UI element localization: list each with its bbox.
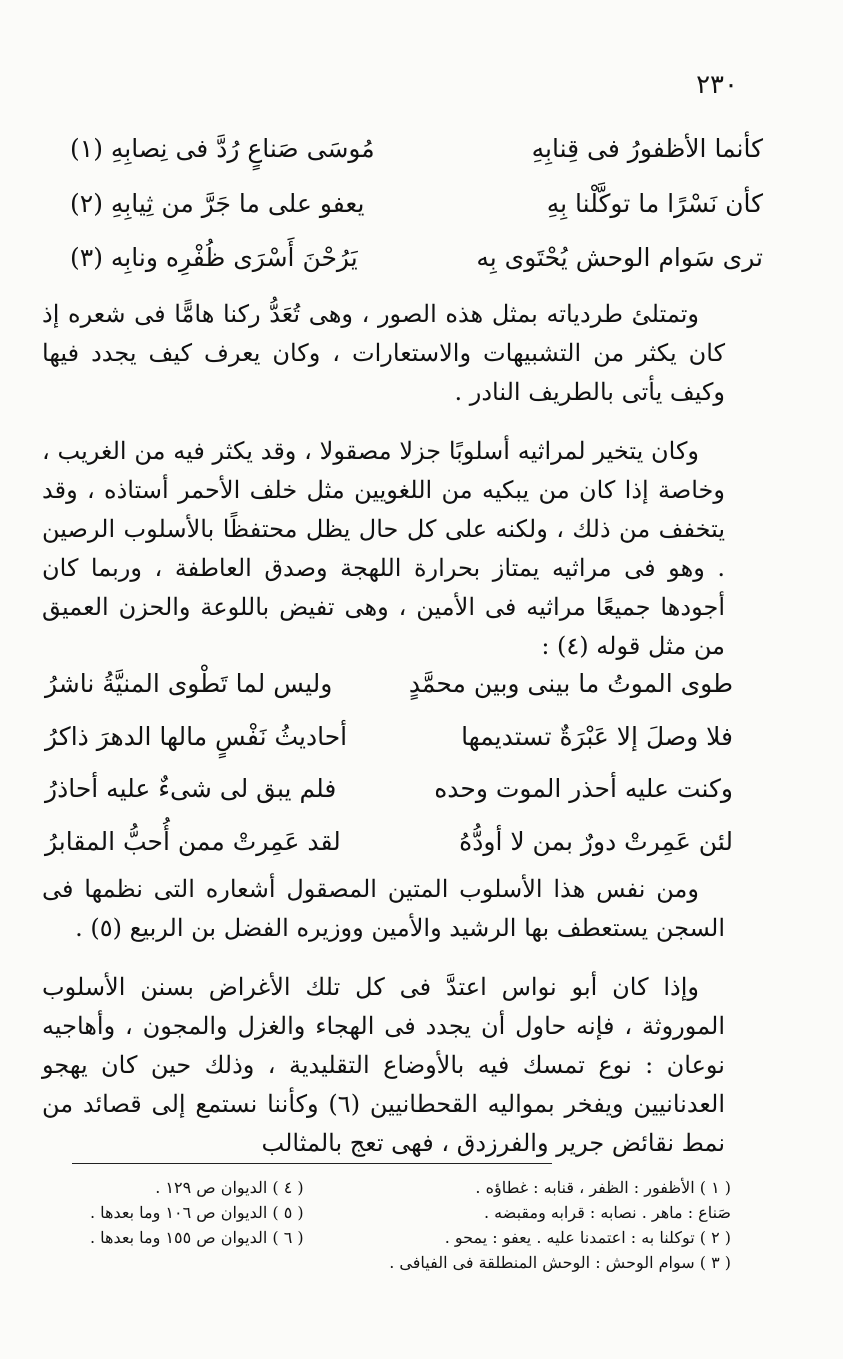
page-number: ٢٣٠: [696, 70, 738, 100]
paragraph-elegies: [42, 432, 725, 666]
verse-first-hemistich: كأنما الأظفورُ فى قِنابِهِ: [531, 133, 763, 163]
verse-line: [70, 128, 763, 168]
paragraph-satire: [42, 968, 725, 1163]
verse-first-hemistich: فلا وصلَ إلا عَبْرَةٌ تستديمها: [461, 721, 733, 751]
footnote: ( ٣ ) سوام الوحش : الوحش المنطلقة فى الفيافى .: [389, 1253, 731, 1272]
footnote: ( ٥ ) الديوان ص ١٠٦ وما بعدها .: [90, 1203, 304, 1222]
verse-line: [45, 716, 733, 756]
paragraph-text: وكان يتخير لمراثيه أسلوبًا جزلا مصقولا ، وقد يكثر فيه من الغريب ، وخاصة إذا كان من يبكيه من اللغويين مثل خلف الأحمر أستاذه ، وقد يتخفف من ذلك ، ولكنه على كل حال يظل محتفظًا بالأسلوب الرصين . وهو فى مراثيه يمتاز بحرارة اللهجة وصدق العاطفة ، وربما كان أجودها جميعًا مراثيه فى الأمين ، وهى تفيض باللوعة والحزن العميق من مثل قوله (٤) :: [42, 437, 725, 660]
verse-first-hemistich: ترى سَوام الوحش يُحْتَوى بِه: [476, 242, 763, 272]
paragraph-text: وتمتلئ طردياته بمثل هذه الصور ، وهى تُعَدُّ ركنا هامًّا فى شعره إذ كان يكثر من التشبيهات والاستعارات ، وكان يعرف كيف يجدد فيها وكيف يأتى بالطريف النادر .: [42, 300, 725, 406]
verse-second-hemistich: يَرُحْنَ أَسْرَى ظُفْرِه ونابِه (٣): [70, 242, 358, 272]
paragraph-hunting-poems: [42, 295, 725, 412]
verse-line: [45, 663, 733, 703]
footnotes-left-column: [90, 1175, 304, 1275]
footnote: ( ٢ ) توكلنا به : اعتمدنا عليه . يعفو : يمحو .: [444, 1228, 731, 1247]
paragraph-text: ومن نفس هذا الأسلوب المتين المصقول أشعاره التى نظمها فى السجن يستعطف بها الرشيد والأمين ووزيره الفضل بن الربيع (٥) .: [42, 875, 725, 942]
verse-second-hemistich: وليس لما تَطْوى المنيَّةُ ناشرُ: [45, 668, 333, 698]
footnote: ( ١ ) الأظفور : الظفر ، قنابه : غطاؤه .: [475, 1178, 731, 1197]
footnote-divider: [72, 1163, 552, 1164]
paragraph-text: وإذا كان أبو نواس اعتدَّ فى كل تلك الأغراض بسنن الأسلوب الموروثة ، فإنه حاول أن يجدد فى الهجاء والغزل والمجون ، وأهاجيه نوعان : نوع تمسك فيه بالأوضاع التقليدية ، وذلك حين كان يهجو العدنانيين ويفخر بمواليه القحطانيين (٦) وكأننا نستمع إلى قصائد من نمط نقائض جرير والفرزدق ، فهى تعج بالمثالب: [42, 973, 725, 1157]
footnote: ( ٤ ) الديوان ص ١٢٩ .: [155, 1178, 304, 1197]
verse-first-hemistich: لئن عَمِرتْ دورٌ بمن لا أودُّهُ: [459, 826, 733, 856]
paragraph-prison-poems: [42, 870, 725, 948]
verse-line: [45, 821, 733, 861]
verse-second-hemistich: أحاديثُ نَفْسٍ مالها الدهرَ ذاكرُ: [45, 721, 348, 751]
verse-line: [70, 237, 763, 277]
footnote: ( ٦ ) الديوان ص ١٥٥ وما بعدها .: [90, 1228, 304, 1247]
verse-second-hemistich: فلم يبق لى شىءٌ عليه أحاذرُ: [45, 773, 337, 803]
footnotes-right-column: [389, 1175, 731, 1275]
verse-line: [70, 183, 763, 223]
verse-second-hemistich: لقد عَمِرتْ ممن أُحبُّ المقابرُ: [45, 826, 341, 856]
verse-line: [45, 768, 733, 808]
verse-first-hemistich: كأن نَسْرًا ما توكَّلْنا بِهِ: [546, 188, 763, 218]
verse-second-hemistich: مُوسَى صَناعٍ رُدَّ فى نِصابِهِ (١): [70, 133, 375, 163]
footnote: صَناع : ماهر . نصابه : قرابه ومقبضه .: [483, 1203, 731, 1222]
verse-second-hemistich: يعفو على ما جَرَّ من ثِيابِهِ (٢): [70, 188, 365, 218]
footnotes: [90, 1175, 731, 1275]
verse-first-hemistich: وكنت عليه أحذر الموت وحده: [434, 773, 733, 803]
verse-first-hemistich: طوى الموتُ ما بينى وبين محمَّدٍ: [408, 668, 733, 698]
